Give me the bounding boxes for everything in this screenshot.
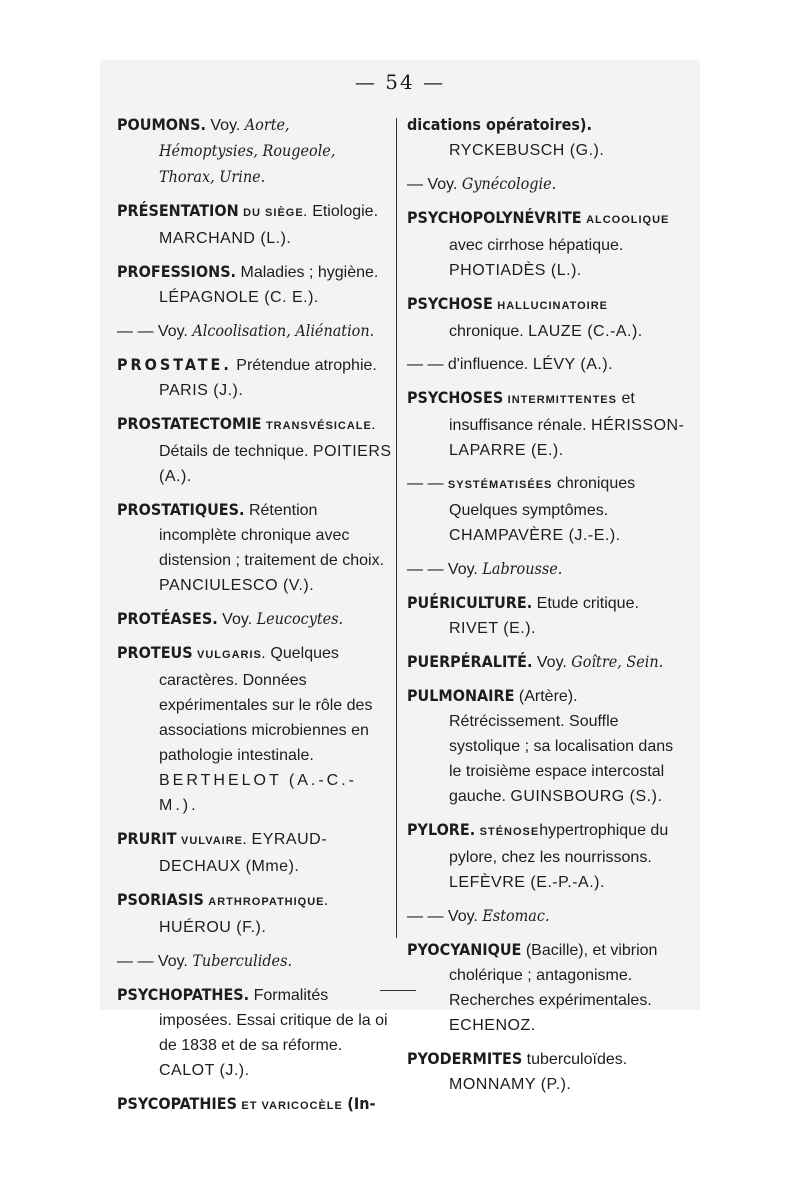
page-number: — 54 —: [354, 70, 446, 94]
index-entry: — — Voy. Alcoolisation, Aliénation.: [117, 321, 375, 340]
index-entry: PYODERMITES tuberculoïdes. MONNAMY (P.).: [407, 1049, 628, 1093]
index-entry: PROTÉASES. Voy. Leucocytes.: [117, 609, 344, 628]
index-entry: PRÉSENTATION DU SIÈGE. Etiologie. MARCHAND (L.).: [117, 201, 379, 247]
index-entry: PSYCHOSE HALLUCINATOIRE chronique. LAUZE (C.-A.).: [407, 294, 643, 340]
index-entry: PYOCYANIQUE (Bacille), et vibrion cholérique ; antagonisme. Recherches expérimentales. ECHENOZ.: [407, 940, 658, 1034]
index-entry: POUMONS. Voy. Aorte, Hémoptysies, Rougeole, Thorax, Urine.: [117, 115, 336, 186]
index-entry: PSORIASIS ARTHROPATHIQUE. HUÉROU (F.).: [117, 890, 329, 936]
column-divider: [396, 118, 397, 938]
left-column: [117, 112, 392, 1127]
index-entry: — — Voy. Tuberculides.: [117, 951, 293, 970]
index-entry: PUERPÉRALITÉ. Voy. Goître, Sein.: [407, 652, 664, 671]
index-entry: PROSTATECTOMIE TRANSVÉSICALE. Détails de technique. POITIERS (A.).: [117, 414, 392, 485]
index-entry: dications opératoires). RYCKEBUSCH (G.).: [407, 115, 605, 159]
index-entry: — Voy. Gynécologie.: [407, 174, 557, 193]
index-entry: PSYCHOSES INTERMITTENTES et insuffisance rénale. HÉRISSON-LAPARRE (E.).: [407, 388, 685, 459]
index-entry: — — d'influence. LÉVY (A.).: [407, 356, 614, 373]
index-entry: PSYCHOPOLYNÉVRITE ALCOOLIQUE avec cirrhose hépatique. PHOTIADÈS (L.).: [407, 208, 670, 279]
index-entry: PUÉRICULTURE. Etude critique. RIVET (E.).: [407, 593, 639, 637]
index-entry: PSYCOPATHIES ET VARICOCÈLE (In-: [117, 1094, 376, 1113]
index-entry: PULMONAIRE (Artère). Rétrécissement. Souffle systolique ; sa localisation dans le troisième espace intercostal gauche. GUINSBOURG (S.).: [407, 686, 674, 805]
right-column: [407, 112, 685, 1105]
index-entry: PROTEUS VULGARIS. Quelques caractères. Données expérimentales sur le rôle des associations microbiennes en pathologie intestinale. BERTHELOT (A.-C.-M.).: [117, 643, 373, 814]
index-entry: PROSTATIQUES. Rétention incomplète chronique avec distension ; traitement de choix. PANCIULESCO (V.).: [117, 500, 385, 594]
index-entry: PSYCHOPATHES. Formalités imposées. Essai critique de la oi de 1838 et de sa réforme. CALOT (J.).: [117, 985, 388, 1079]
index-entry: — — Voy. Estomac.: [407, 906, 550, 925]
index-entry: PROSTATE. Prétendue atrophie. PARIS (J.).: [117, 355, 377, 399]
index-entry: PRURIT VULVAIRE. EYRAUD-DECHAUX (Mme).: [117, 829, 328, 875]
index-entry: — — SYSTÉMATISÉES chroniques Quelques symptômes. CHAMPAVÈRE (J.-E.).: [407, 475, 636, 544]
index-entry: PROFESSIONS. Maladies ; hygiène. LÉPAGNOLE (C. E.).: [117, 262, 379, 306]
index-entry: PYLORE. STÉNOSEhypertrophique du pylore, chez les nourrissons. LEFÈVRE (E.-P.-A.).: [407, 820, 669, 891]
index-entry: — — Voy. Labrousse.: [407, 559, 563, 578]
